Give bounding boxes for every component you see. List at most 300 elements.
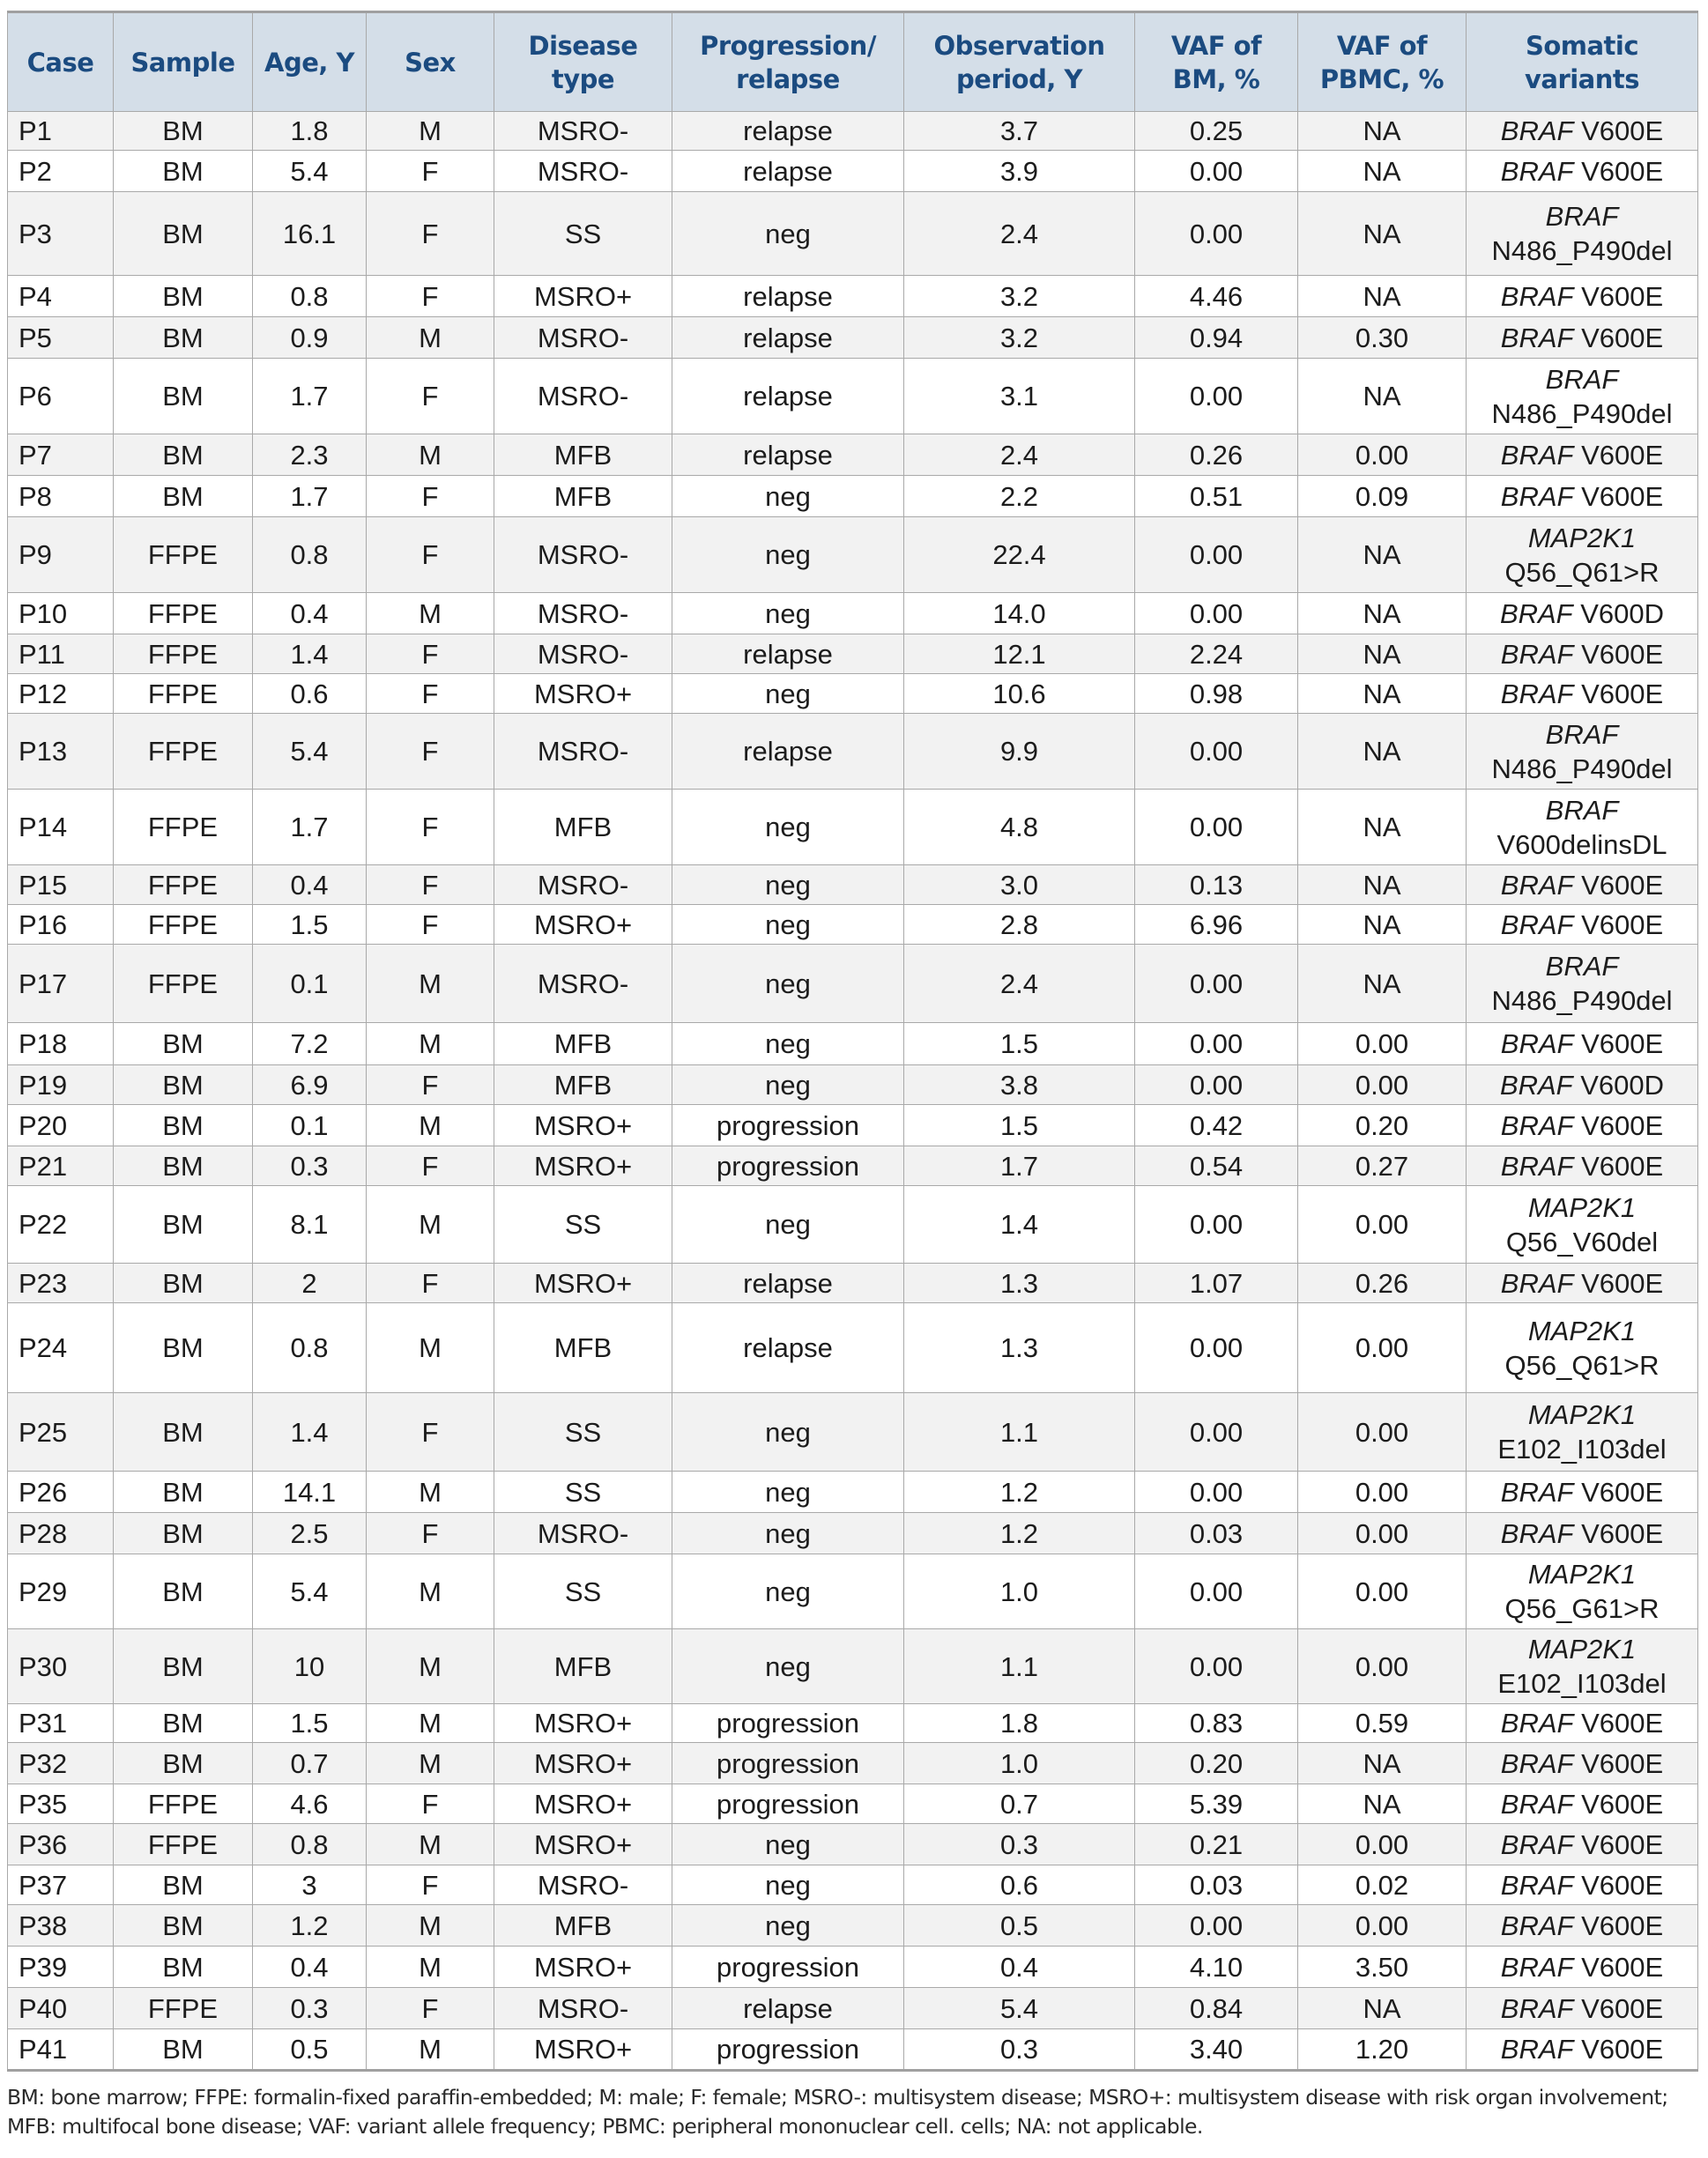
column-header-somatic-variants (1467, 12, 1698, 112)
column-header-disease-type (494, 12, 672, 112)
progression-cell: relapse (672, 112, 904, 151)
vaf-pbmc-cell: NA (1298, 1988, 1467, 2029)
disease-type-cell: MSRO+ (494, 1264, 672, 1303)
sex-cell: M (367, 593, 494, 634)
vaf-pbmc-cell: 3.50 (1298, 1947, 1467, 1988)
sex-cell: F (367, 1065, 494, 1105)
age-cell: 0.3 (253, 1988, 367, 2029)
vaf-bm-cell: 0.00 (1135, 790, 1298, 865)
variant-name: V600E (1581, 1992, 1664, 2024)
progression-cell: neg (672, 865, 904, 905)
gene-name: BRAF (1500, 1150, 1574, 1182)
variant-name: N486_P490del (1491, 985, 1673, 1016)
gene-name: MAP2K1 (1527, 522, 1637, 553)
vaf-bm-cell: 0.20 (1135, 1743, 1298, 1784)
table-row (8, 1988, 1698, 2029)
variant-name: N486_P490del (1491, 235, 1673, 266)
observation-cell: 3.8 (904, 1065, 1135, 1105)
somatic-variant-cell (1467, 434, 1698, 476)
vaf-bm-cell: 0.94 (1135, 317, 1298, 359)
case-cell: P30 (8, 1629, 114, 1704)
patient-variants-table (7, 11, 1698, 2072)
gene-name: BRAF (1500, 1828, 1574, 1860)
age-cell: 1.4 (253, 1393, 367, 1472)
somatic-variant-cell (1467, 1264, 1698, 1303)
somatic-variant-cell (1467, 1824, 1698, 1865)
sample-cell: BM (114, 151, 253, 192)
case-cell: P9 (8, 517, 114, 593)
somatic-variant-cell (1467, 1303, 1698, 1393)
progression-cell: neg (672, 674, 904, 714)
variant-name: V600E (1581, 1951, 1664, 1983)
somatic-variant-cell (1467, 476, 1698, 517)
disease-type-cell: SS (494, 1554, 672, 1629)
vaf-pbmc-cell: 0.00 (1298, 1629, 1467, 1704)
case-cell: P10 (8, 593, 114, 634)
gene-name: BRAF (1500, 115, 1574, 146)
sample-cell: BM (114, 1393, 253, 1472)
progression-cell: relapse (672, 634, 904, 674)
table-row (8, 1186, 1698, 1264)
column-header-vaf-pbmc (1298, 12, 1467, 112)
observation-cell: 12.1 (904, 634, 1135, 674)
sample-cell: FFPE (114, 905, 253, 945)
vaf-bm-cell: 0.03 (1135, 1865, 1298, 1905)
table-row (8, 1472, 1698, 1513)
sex-cell: F (367, 674, 494, 714)
gene-name: BRAF (1499, 597, 1573, 629)
column-header-case (8, 12, 114, 112)
vaf-pbmc-cell: 0.00 (1298, 1513, 1467, 1554)
vaf-pbmc-cell: 0.59 (1298, 1704, 1467, 1743)
vaf-bm-cell: 0.84 (1135, 1988, 1298, 2029)
age-cell: 0.4 (253, 865, 367, 905)
somatic-variant-cell (1467, 1704, 1698, 1743)
vaf-pbmc-cell: 0.00 (1298, 1554, 1467, 1629)
disease-type-cell: MFB (494, 434, 672, 476)
disease-type-cell: MSRO- (494, 865, 672, 905)
table-row (8, 1393, 1698, 1472)
sample-cell: BM (114, 1554, 253, 1629)
case-cell: P7 (8, 434, 114, 476)
column-header-age (253, 12, 367, 112)
disease-type-cell: MSRO+ (494, 1146, 672, 1186)
sex-cell: F (367, 517, 494, 593)
somatic-variant-cell (1467, 1905, 1698, 1947)
sample-cell: BM (114, 1704, 253, 1743)
sample-cell: BM (114, 2029, 253, 2071)
sex-cell: F (367, 790, 494, 865)
observation-cell: 3.9 (904, 151, 1135, 192)
progression-cell: progression (672, 1947, 904, 1988)
gene-name: BRAF (1500, 1517, 1574, 1549)
gene-name: BRAF (1500, 280, 1574, 312)
table-row (8, 634, 1698, 674)
case-cell: P22 (8, 1186, 114, 1264)
variant-name: V600E (1581, 1828, 1664, 1860)
age-cell: 0.6 (253, 674, 367, 714)
age-cell: 1.7 (253, 790, 367, 865)
observation-cell: 2.8 (904, 905, 1135, 945)
somatic-variant-cell (1467, 192, 1698, 276)
variant-name: V600E (1581, 1476, 1664, 1508)
somatic-variant-cell (1467, 905, 1698, 945)
progression-cell: neg (672, 905, 904, 945)
variant-name: Q56_G61>R (1504, 1593, 1660, 1624)
sample-cell: BM (114, 1264, 253, 1303)
variant-name: V600delinsDL (1496, 828, 1667, 860)
variant-name: V600E (1581, 439, 1664, 471)
sex-cell: F (367, 1264, 494, 1303)
progression-cell: neg (672, 593, 904, 634)
vaf-bm-cell: 0.83 (1135, 1704, 1298, 1743)
sample-cell: BM (114, 1023, 253, 1065)
progression-cell: relapse (672, 434, 904, 476)
observation-cell: 5.4 (904, 1988, 1135, 2029)
case-cell: P1 (8, 112, 114, 151)
somatic-variant-cell (1467, 674, 1698, 714)
observation-cell: 0.5 (904, 1905, 1135, 1947)
age-cell: 14.1 (253, 1472, 367, 1513)
column-header-sample (114, 12, 253, 112)
vaf-bm-cell: 0.00 (1135, 945, 1298, 1023)
sample-cell: FFPE (114, 674, 253, 714)
vaf-bm-cell: 0.13 (1135, 865, 1298, 905)
case-cell: P32 (8, 1743, 114, 1784)
vaf-pbmc-cell: NA (1298, 1784, 1467, 1824)
case-cell: P16 (8, 905, 114, 945)
vaf-bm-cell: 4.10 (1135, 1947, 1298, 1988)
progression-cell: neg (672, 1393, 904, 1472)
case-cell: P39 (8, 1947, 114, 1988)
vaf-pbmc-cell: 0.27 (1298, 1146, 1467, 1186)
vaf-pbmc-cell: NA (1298, 945, 1467, 1023)
disease-type-cell: MSRO+ (494, 1784, 672, 1824)
age-cell: 0.8 (253, 1303, 367, 1393)
gene-name: MAP2K1 (1527, 1399, 1637, 1430)
age-cell: 1.7 (253, 359, 367, 434)
case-cell: P17 (8, 945, 114, 1023)
somatic-variant-cell (1467, 945, 1698, 1023)
somatic-variant-cell (1467, 276, 1698, 317)
vaf-bm-cell: 0.25 (1135, 112, 1298, 151)
vaf-bm-cell: 0.00 (1135, 192, 1298, 276)
vaf-bm-cell: 0.42 (1135, 1105, 1298, 1146)
gene-name: BRAF (1500, 1910, 1574, 1941)
disease-type-cell: MSRO+ (494, 905, 672, 945)
table-row (8, 1105, 1698, 1146)
case-cell: P26 (8, 1472, 114, 1513)
table-row (8, 2029, 1698, 2071)
table-row (8, 476, 1698, 517)
gene-name: BRAF (1500, 155, 1574, 187)
disease-type-cell: MFB (494, 476, 672, 517)
table-row (8, 1704, 1698, 1743)
variant-name: V600E (1581, 1517, 1664, 1549)
sex-cell: F (367, 634, 494, 674)
vaf-bm-cell: 2.24 (1135, 634, 1298, 674)
age-cell: 0.9 (253, 317, 367, 359)
case-cell: P29 (8, 1554, 114, 1629)
sample-cell: BM (114, 476, 253, 517)
gene-name: MAP2K1 (1527, 1191, 1637, 1223)
age-cell: 5.4 (253, 1554, 367, 1629)
observation-cell: 2.4 (904, 945, 1135, 1023)
case-cell: P25 (8, 1393, 114, 1472)
sample-cell: FFPE (114, 790, 253, 865)
sex-cell: F (367, 359, 494, 434)
disease-type-cell: SS (494, 1186, 672, 1264)
sex-cell: F (367, 192, 494, 276)
column-header-sex (367, 12, 494, 112)
progression-cell: neg (672, 1629, 904, 1704)
vaf-pbmc-cell: NA (1298, 192, 1467, 276)
vaf-bm-cell: 6.96 (1135, 905, 1298, 945)
vaf-pbmc-cell: NA (1298, 276, 1467, 317)
somatic-variant-cell (1467, 865, 1698, 905)
vaf-bm-cell: 0.00 (1135, 359, 1298, 434)
sex-cell: F (367, 1146, 494, 1186)
vaf-pbmc-cell: NA (1298, 151, 1467, 192)
disease-type-cell: MSRO- (494, 634, 672, 674)
disease-type-cell: MSRO+ (494, 276, 672, 317)
case-cell: P18 (8, 1023, 114, 1065)
vaf-pbmc-cell: 0.00 (1298, 1065, 1467, 1105)
table-row (8, 1264, 1698, 1303)
age-cell: 0.1 (253, 945, 367, 1023)
gene-name: MAP2K1 (1527, 1634, 1637, 1665)
column-header-observation-period (904, 12, 1135, 112)
case-cell: P6 (8, 359, 114, 434)
disease-type-cell: MFB (494, 1629, 672, 1704)
progression-cell: progression (672, 1146, 904, 1186)
somatic-variant-cell (1467, 517, 1698, 593)
observation-cell: 1.2 (904, 1513, 1135, 1554)
observation-cell: 1.1 (904, 1629, 1135, 1704)
progression-cell: neg (672, 790, 904, 865)
age-cell: 0.8 (253, 1824, 367, 1865)
sample-cell: BM (114, 1472, 253, 1513)
vaf-bm-cell: 0.00 (1135, 1065, 1298, 1105)
sex-cell: M (367, 1023, 494, 1065)
somatic-variant-cell (1467, 1743, 1698, 1784)
observation-cell: 2.4 (904, 434, 1135, 476)
variant-name: V600E (1581, 908, 1664, 940)
somatic-variant-cell (1467, 151, 1698, 192)
somatic-variant-cell (1467, 359, 1698, 434)
case-cell: P28 (8, 1513, 114, 1554)
table-row (8, 1065, 1698, 1105)
sex-cell: M (367, 1186, 494, 1264)
disease-type-cell: SS (494, 192, 672, 276)
case-cell: P23 (8, 1264, 114, 1303)
progression-cell: neg (672, 1472, 904, 1513)
case-cell: P20 (8, 1105, 114, 1146)
vaf-bm-cell: 3.40 (1135, 2029, 1298, 2071)
age-cell: 0.8 (253, 276, 367, 317)
observation-cell: 3.0 (904, 865, 1135, 905)
table-row (8, 1743, 1698, 1784)
disease-type-cell: MSRO+ (494, 2029, 672, 2071)
case-cell: P40 (8, 1988, 114, 2029)
age-cell: 4.6 (253, 1784, 367, 1824)
disease-type-cell: MSRO- (494, 151, 672, 192)
table-row (8, 276, 1698, 317)
vaf-pbmc-cell: 0.00 (1298, 1472, 1467, 1513)
sample-cell: BM (114, 434, 253, 476)
table-row (8, 790, 1698, 865)
variant-name: Q56_Q61>R (1504, 1349, 1660, 1381)
observation-cell: 1.5 (904, 1023, 1135, 1065)
table-row (8, 1554, 1698, 1629)
sex-cell: M (367, 1303, 494, 1393)
gene-name: BRAF (1500, 1267, 1574, 1299)
progression-cell: neg (672, 1065, 904, 1105)
table-body (8, 112, 1698, 2071)
age-cell: 1.7 (253, 476, 367, 517)
sample-cell: FFPE (114, 634, 253, 674)
disease-type-cell: MSRO+ (494, 674, 672, 714)
case-cell: P41 (8, 2029, 114, 2071)
somatic-variant-cell (1467, 593, 1698, 634)
sex-cell: M (367, 1824, 494, 1865)
sex-cell: M (367, 1105, 494, 1146)
case-cell: P4 (8, 276, 114, 317)
sex-cell: F (367, 476, 494, 517)
variant-name: V600E (1581, 638, 1664, 670)
column-header-line: variants (1524, 63, 1640, 94)
somatic-variant-cell (1467, 1865, 1698, 1905)
sex-cell: F (367, 1393, 494, 1472)
table-row (8, 593, 1698, 634)
disease-type-cell: MFB (494, 1905, 672, 1947)
case-cell: P38 (8, 1905, 114, 1947)
case-cell: P2 (8, 151, 114, 192)
age-cell: 0.4 (253, 1947, 367, 1988)
observation-cell: 1.2 (904, 1472, 1135, 1513)
somatic-variant-cell (1467, 634, 1698, 674)
vaf-bm-cell: 0.03 (1135, 1513, 1298, 1554)
vaf-pbmc-cell: 0.00 (1298, 1303, 1467, 1393)
disease-type-cell: MFB (494, 1303, 672, 1393)
disease-type-cell: MSRO- (494, 1513, 672, 1554)
observation-cell: 14.0 (904, 593, 1135, 634)
somatic-variant-cell (1467, 714, 1698, 790)
observation-cell: 1.3 (904, 1264, 1135, 1303)
vaf-bm-cell: 0.26 (1135, 434, 1298, 476)
table-row (8, 714, 1698, 790)
table-row (8, 317, 1698, 359)
progression-cell: progression (672, 1105, 904, 1146)
observation-cell: 1.8 (904, 1704, 1135, 1743)
sample-cell: FFPE (114, 517, 253, 593)
case-cell: P11 (8, 634, 114, 674)
disease-type-cell: SS (494, 1472, 672, 1513)
progression-cell: neg (672, 1186, 904, 1264)
disease-type-cell: MSRO- (494, 359, 672, 434)
observation-cell: 1.5 (904, 1105, 1135, 1146)
column-header-line: PBMC, % (1319, 63, 1444, 94)
variant-name: V600E (1581, 480, 1664, 512)
age-cell: 3 (253, 1865, 367, 1905)
variant-name: V600E (1581, 1708, 1664, 1739)
observation-cell: 0.3 (904, 2029, 1135, 2071)
column-header-line: relapse (736, 63, 840, 94)
sex-cell: M (367, 1743, 494, 1784)
sample-cell: BM (114, 1186, 253, 1264)
vaf-bm-cell: 0.00 (1135, 1629, 1298, 1704)
progression-cell: neg (672, 192, 904, 276)
case-cell: P13 (8, 714, 114, 790)
age-cell: 0.3 (253, 1146, 367, 1186)
vaf-bm-cell: 0.00 (1135, 1905, 1298, 1947)
variant-name: N486_P490del (1491, 397, 1673, 429)
age-cell: 1.8 (253, 112, 367, 151)
sample-cell: BM (114, 1629, 253, 1704)
progression-cell: neg (672, 1865, 904, 1905)
column-header-line: Progression/ (700, 30, 876, 61)
sex-cell: M (367, 317, 494, 359)
somatic-variant-cell (1467, 1629, 1698, 1704)
vaf-bm-cell: 0.00 (1135, 1186, 1298, 1264)
variant-name: V600E (1581, 115, 1664, 146)
observation-cell: 1.3 (904, 1303, 1135, 1393)
case-cell: P5 (8, 317, 114, 359)
vaf-pbmc-cell: 0.00 (1298, 1023, 1467, 1065)
age-cell: 1.4 (253, 634, 367, 674)
observation-cell: 1.7 (904, 1146, 1135, 1186)
column-header-line: Age, Y (264, 47, 354, 78)
variant-name: E102_I103del (1497, 1668, 1667, 1699)
column-header-line: Disease (528, 30, 638, 61)
table-row (8, 1905, 1698, 1947)
vaf-pbmc-cell: NA (1298, 865, 1467, 905)
observation-cell: 3.2 (904, 276, 1135, 317)
case-cell: P35 (8, 1784, 114, 1824)
variant-name: V600E (1581, 1109, 1664, 1141)
somatic-variant-cell (1467, 317, 1698, 359)
progression-cell: progression (672, 1704, 904, 1743)
case-cell: P14 (8, 790, 114, 865)
sample-cell: BM (114, 1865, 253, 1905)
gene-name: BRAF (1500, 1992, 1574, 2024)
progression-cell: relapse (672, 1988, 904, 2029)
column-header-progression-relapse (672, 12, 904, 112)
somatic-variant-cell (1467, 1146, 1698, 1186)
case-cell: P3 (8, 192, 114, 276)
column-header-line: VAF of (1336, 30, 1428, 61)
disease-type-cell: MSRO- (494, 593, 672, 634)
table-row (8, 905, 1698, 945)
disease-type-cell: MSRO+ (494, 1947, 672, 1988)
progression-cell: neg (672, 476, 904, 517)
sample-cell: BM (114, 1947, 253, 1988)
variant-name: V600E (1581, 1028, 1664, 1059)
variant-name: V600E (1581, 678, 1664, 709)
vaf-bm-cell: 0.00 (1135, 1554, 1298, 1629)
age-cell: 2.5 (253, 1513, 367, 1554)
observation-cell: 0.7 (904, 1784, 1135, 1824)
somatic-variant-cell (1467, 1947, 1698, 1988)
table-row (8, 865, 1698, 905)
variant-name: V600E (1581, 869, 1664, 901)
case-cell: P21 (8, 1146, 114, 1186)
disease-type-cell: MSRO- (494, 945, 672, 1023)
observation-cell: 0.4 (904, 1947, 1135, 1988)
sex-cell: M (367, 1472, 494, 1513)
table-row (8, 674, 1698, 714)
disease-type-cell: MFB (494, 1023, 672, 1065)
